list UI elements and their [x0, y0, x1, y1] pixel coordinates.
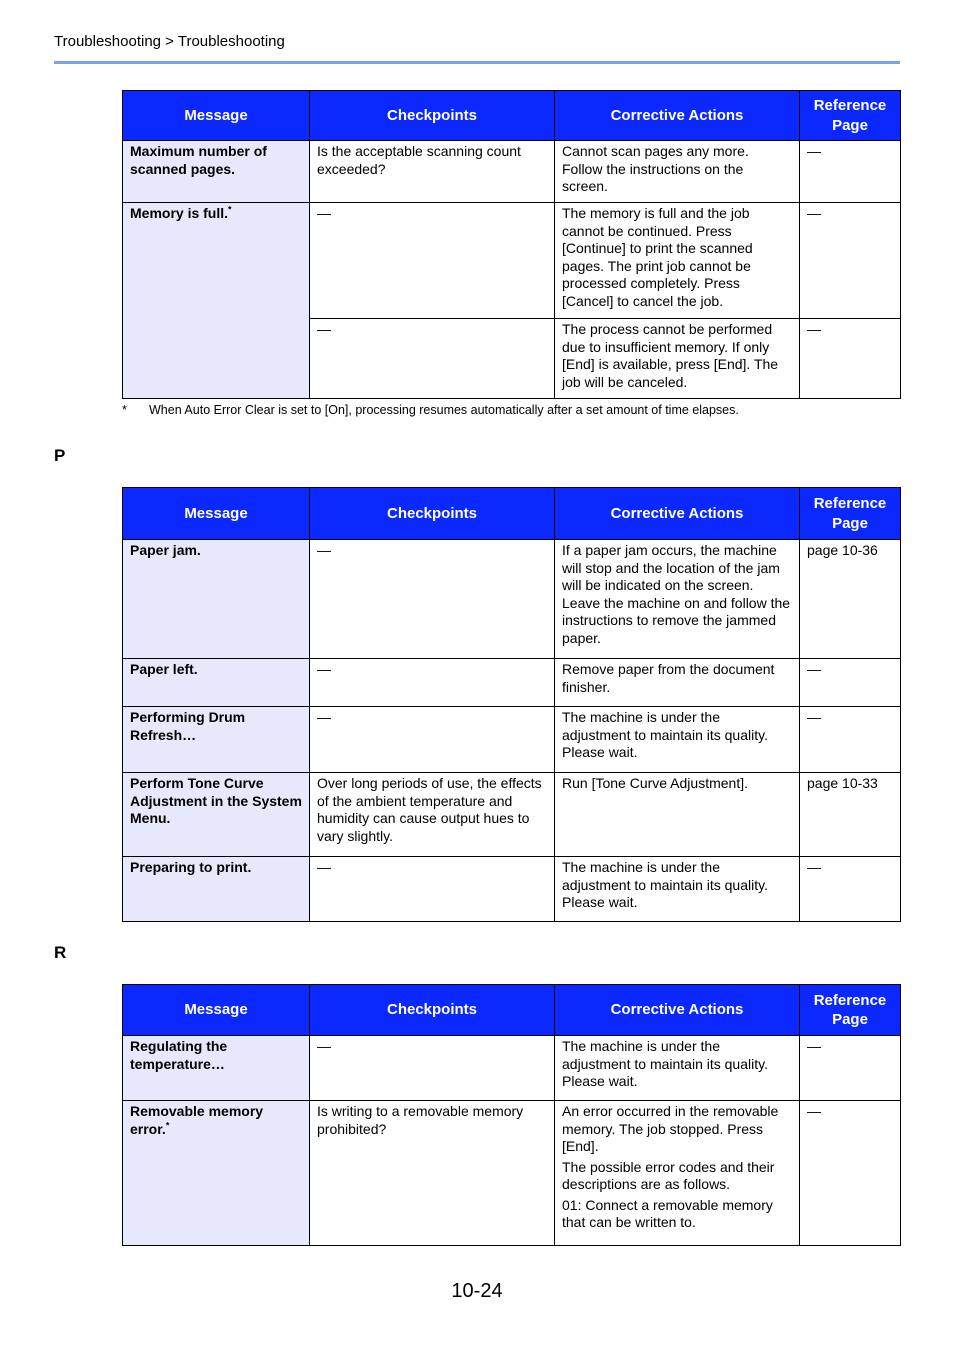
- column-header-checkpoints: Checkpoints: [310, 985, 555, 1036]
- table-r-messages: [122, 984, 901, 1246]
- section-letter-r: R: [54, 943, 67, 962]
- reference-cell: —: [800, 857, 901, 922]
- reference-cell: —: [800, 1101, 901, 1246]
- checkpoint-cell: —: [310, 540, 555, 659]
- table-row: [123, 141, 901, 203]
- action-cell: Cannot scan pages any more. Follow the instructions on the screen.: [555, 141, 800, 203]
- message-cell: Perform Tone Curve Adjustment in the System Menu.: [123, 773, 310, 857]
- message-cell: Memory is full.*: [123, 203, 310, 399]
- checkpoint-cell: —: [310, 707, 555, 773]
- reference-cell: —: [800, 319, 901, 399]
- section-letter-p: P: [54, 446, 66, 465]
- reference-cell: —: [800, 141, 901, 203]
- reference-cell: —: [800, 1036, 901, 1101]
- column-header-reference-page: Reference Page: [800, 985, 901, 1036]
- column-header-checkpoints: Checkpoints: [310, 488, 555, 540]
- column-header-corrective-actions: Corrective Actions: [555, 91, 800, 141]
- checkpoint-cell: Over long periods of use, the effects of the ambient temperature and humidity can cause output hues to vary slightly.: [310, 773, 555, 857]
- header-rule: [54, 61, 900, 64]
- column-header-message: Message: [123, 985, 310, 1036]
- checkpoint-cell: —: [310, 203, 555, 319]
- breadcrumb: Troubleshooting > Troubleshooting: [54, 33, 285, 50]
- table-row: [123, 659, 901, 707]
- reference-cell: —: [800, 203, 901, 319]
- checkpoint-cell: —: [310, 659, 555, 707]
- action-cell: If a paper jam occurs, the machine will stop and the location of the jam will be indicated on the screen. Leave the machine on and follow the instructions to remove the jammed paper.: [555, 540, 800, 659]
- action-paragraph: The possible error codes and their descriptions are as follows.: [562, 1158, 775, 1192]
- table-row: [123, 707, 901, 773]
- action-cell: The memory is full and the job cannot be continued. Press [Continue] to print the scanned pages. The print job cannot be processed completely. Press [Cancel] to cancel the job.: [555, 203, 800, 319]
- footnote: [122, 402, 739, 418]
- column-header-reference-page: Reference Page: [800, 488, 901, 540]
- action-cell: The machine is under the adjustment to maintain its quality. Please wait.: [555, 857, 800, 922]
- reference-cell: —: [800, 707, 901, 773]
- action-paragraph: An error occurred in the removable memory. The job stopped. Press [End].: [562, 1103, 779, 1154]
- table-row: [123, 773, 901, 857]
- footnote-mark: *: [228, 204, 232, 215]
- checkpoint-cell: Is the acceptable scanning count exceeded?: [310, 141, 555, 203]
- reference-cell: page 10-33: [800, 773, 901, 857]
- footnote-mark: *: [122, 403, 127, 417]
- table-row: [123, 1101, 901, 1246]
- column-header-corrective-actions: Corrective Actions: [555, 985, 800, 1036]
- column-header-message: Message: [123, 91, 310, 141]
- action-cell: The machine is under the adjustment to maintain its quality. Please wait.: [555, 1036, 800, 1101]
- message-cell: Removable memory error.*: [123, 1101, 310, 1246]
- checkpoint-cell: Is writing to a removable memory prohibited?: [310, 1101, 555, 1246]
- action-cell: Run [Tone Curve Adjustment].: [555, 773, 800, 857]
- action-cell: [555, 1101, 800, 1246]
- reference-cell: page 10-36: [800, 540, 901, 659]
- message-cell: Performing Drum Refresh…: [123, 707, 310, 773]
- column-header-checkpoints: Checkpoints: [310, 91, 555, 141]
- message-cell: Maximum number of scanned pages.: [123, 141, 310, 203]
- message-cell: Regulating the temperature…: [123, 1036, 310, 1101]
- message-cell: Preparing to print.: [123, 857, 310, 922]
- table-row: [123, 857, 901, 922]
- table-header-row: [123, 985, 901, 1036]
- checkpoint-cell: —: [310, 1036, 555, 1101]
- table-header-row: [123, 488, 901, 540]
- table-row: [123, 203, 901, 319]
- message-cell: Paper jam.: [123, 540, 310, 659]
- column-header-reference-page: Reference Page: [800, 91, 901, 141]
- table-memory-messages: [122, 90, 901, 399]
- column-header-message: Message: [123, 488, 310, 540]
- column-header-corrective-actions: Corrective Actions: [555, 488, 800, 540]
- table-row: [123, 540, 901, 659]
- action-cell: The process cannot be performed due to insufficient memory. If only [End] is available, press [End]. The job will be canceled.: [555, 319, 800, 399]
- action-cell: The machine is under the adjustment to maintain its quality. Please wait.: [555, 707, 800, 773]
- page-number: 10-24: [451, 1280, 503, 1302]
- table-row: [123, 1036, 901, 1101]
- action-paragraph: 01: Connect a removable memory that can be written to.: [562, 1196, 773, 1230]
- footnote-text: When Auto Error Clear is set to [On], processing resumes automatically after a set amount of time elapses.: [149, 403, 739, 417]
- message-cell: Paper left.: [123, 659, 310, 707]
- table-p-messages: [122, 487, 901, 922]
- reference-cell: —: [800, 659, 901, 707]
- checkpoint-cell: —: [310, 319, 555, 399]
- footnote-mark: *: [165, 1119, 170, 1130]
- action-cell: Remove paper from the document finisher.: [555, 659, 800, 707]
- checkpoint-cell: —: [310, 857, 555, 922]
- table-header-row: [123, 91, 901, 141]
